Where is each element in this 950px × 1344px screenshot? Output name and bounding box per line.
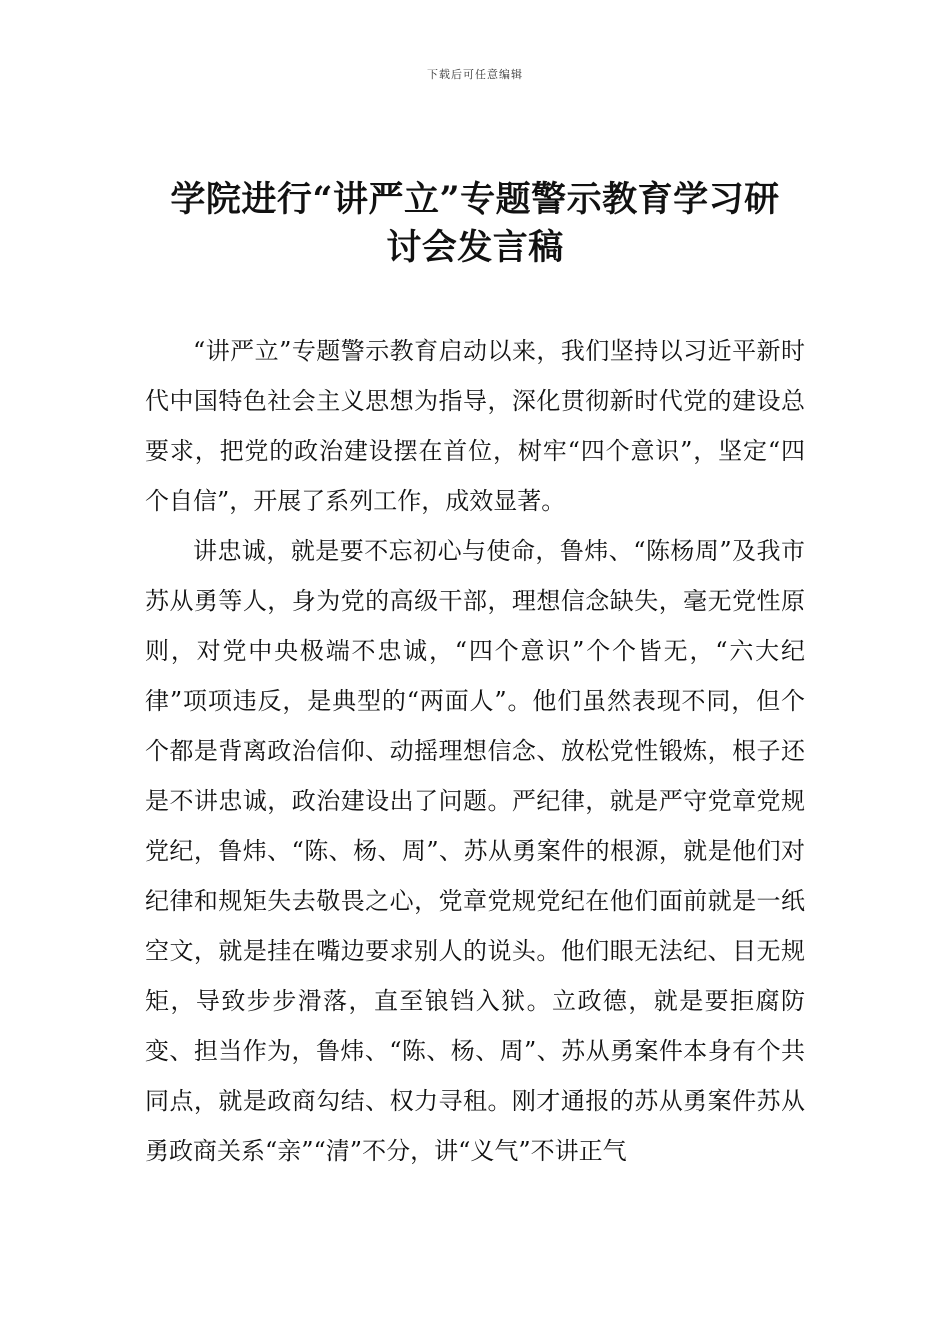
body-paragraph-1: “讲严立”专题警示教育启动以来，我们坚持以习近平新时代中国特色社会主义思想为指导，深化贯彻新时代党的建设总要求，把党的政治建设摆在首位，树牢“四个意识”，坚定“四个自信”，开展了系列工作，成效显著。 bbox=[145, 337, 805, 515]
document-title-line-1: 学院进行“讲严立”专题警示教育学习研 bbox=[170, 179, 780, 220]
document-body bbox=[145, 326, 805, 1176]
page-header-note: 下载后可任意编辑 bbox=[427, 68, 523, 81]
document-title bbox=[150, 176, 800, 272]
body-paragraph-2: 讲忠诚，就是要不忘初心与使命，鲁炜、“陈杨周”及我市苏从勇等人，身为党的高级干部，理想信念缺失，毫无党性原则，对党中央极端不忠诚，“四个意识”个个皆无，“六大纪律”项项违反，是典型的“两面人”。他们虽然表现不同，但个个都是背离政治信仰、动摇理想信念、放松党性锻炼，根子还是不讲忠诚，政治建设出了问题。严纪律，就是严守党章党规党纪，鲁炜、“陈、杨、周”、苏从勇案件的根源，就是他们对纪律和规矩失去敬畏之心，党章党规党纪在他们面前就是一纸空文，就是挂在嘴边要求别人的说头。他们眼无法纪、目无规矩，导致步步滑落，直至锒铛入狱。立政德，就是要拒腐防变、担当作为，鲁炜、“陈、杨、周”、苏从勇案件本身有个共同点，就是政商勾结、权力寻租。刚才通报的苏从勇案件苏从勇政商关系“亲”“清”不分，讲“义气”不讲正气 bbox=[145, 537, 805, 1165]
document-title-line-2: 讨会发言稿 bbox=[386, 227, 564, 268]
